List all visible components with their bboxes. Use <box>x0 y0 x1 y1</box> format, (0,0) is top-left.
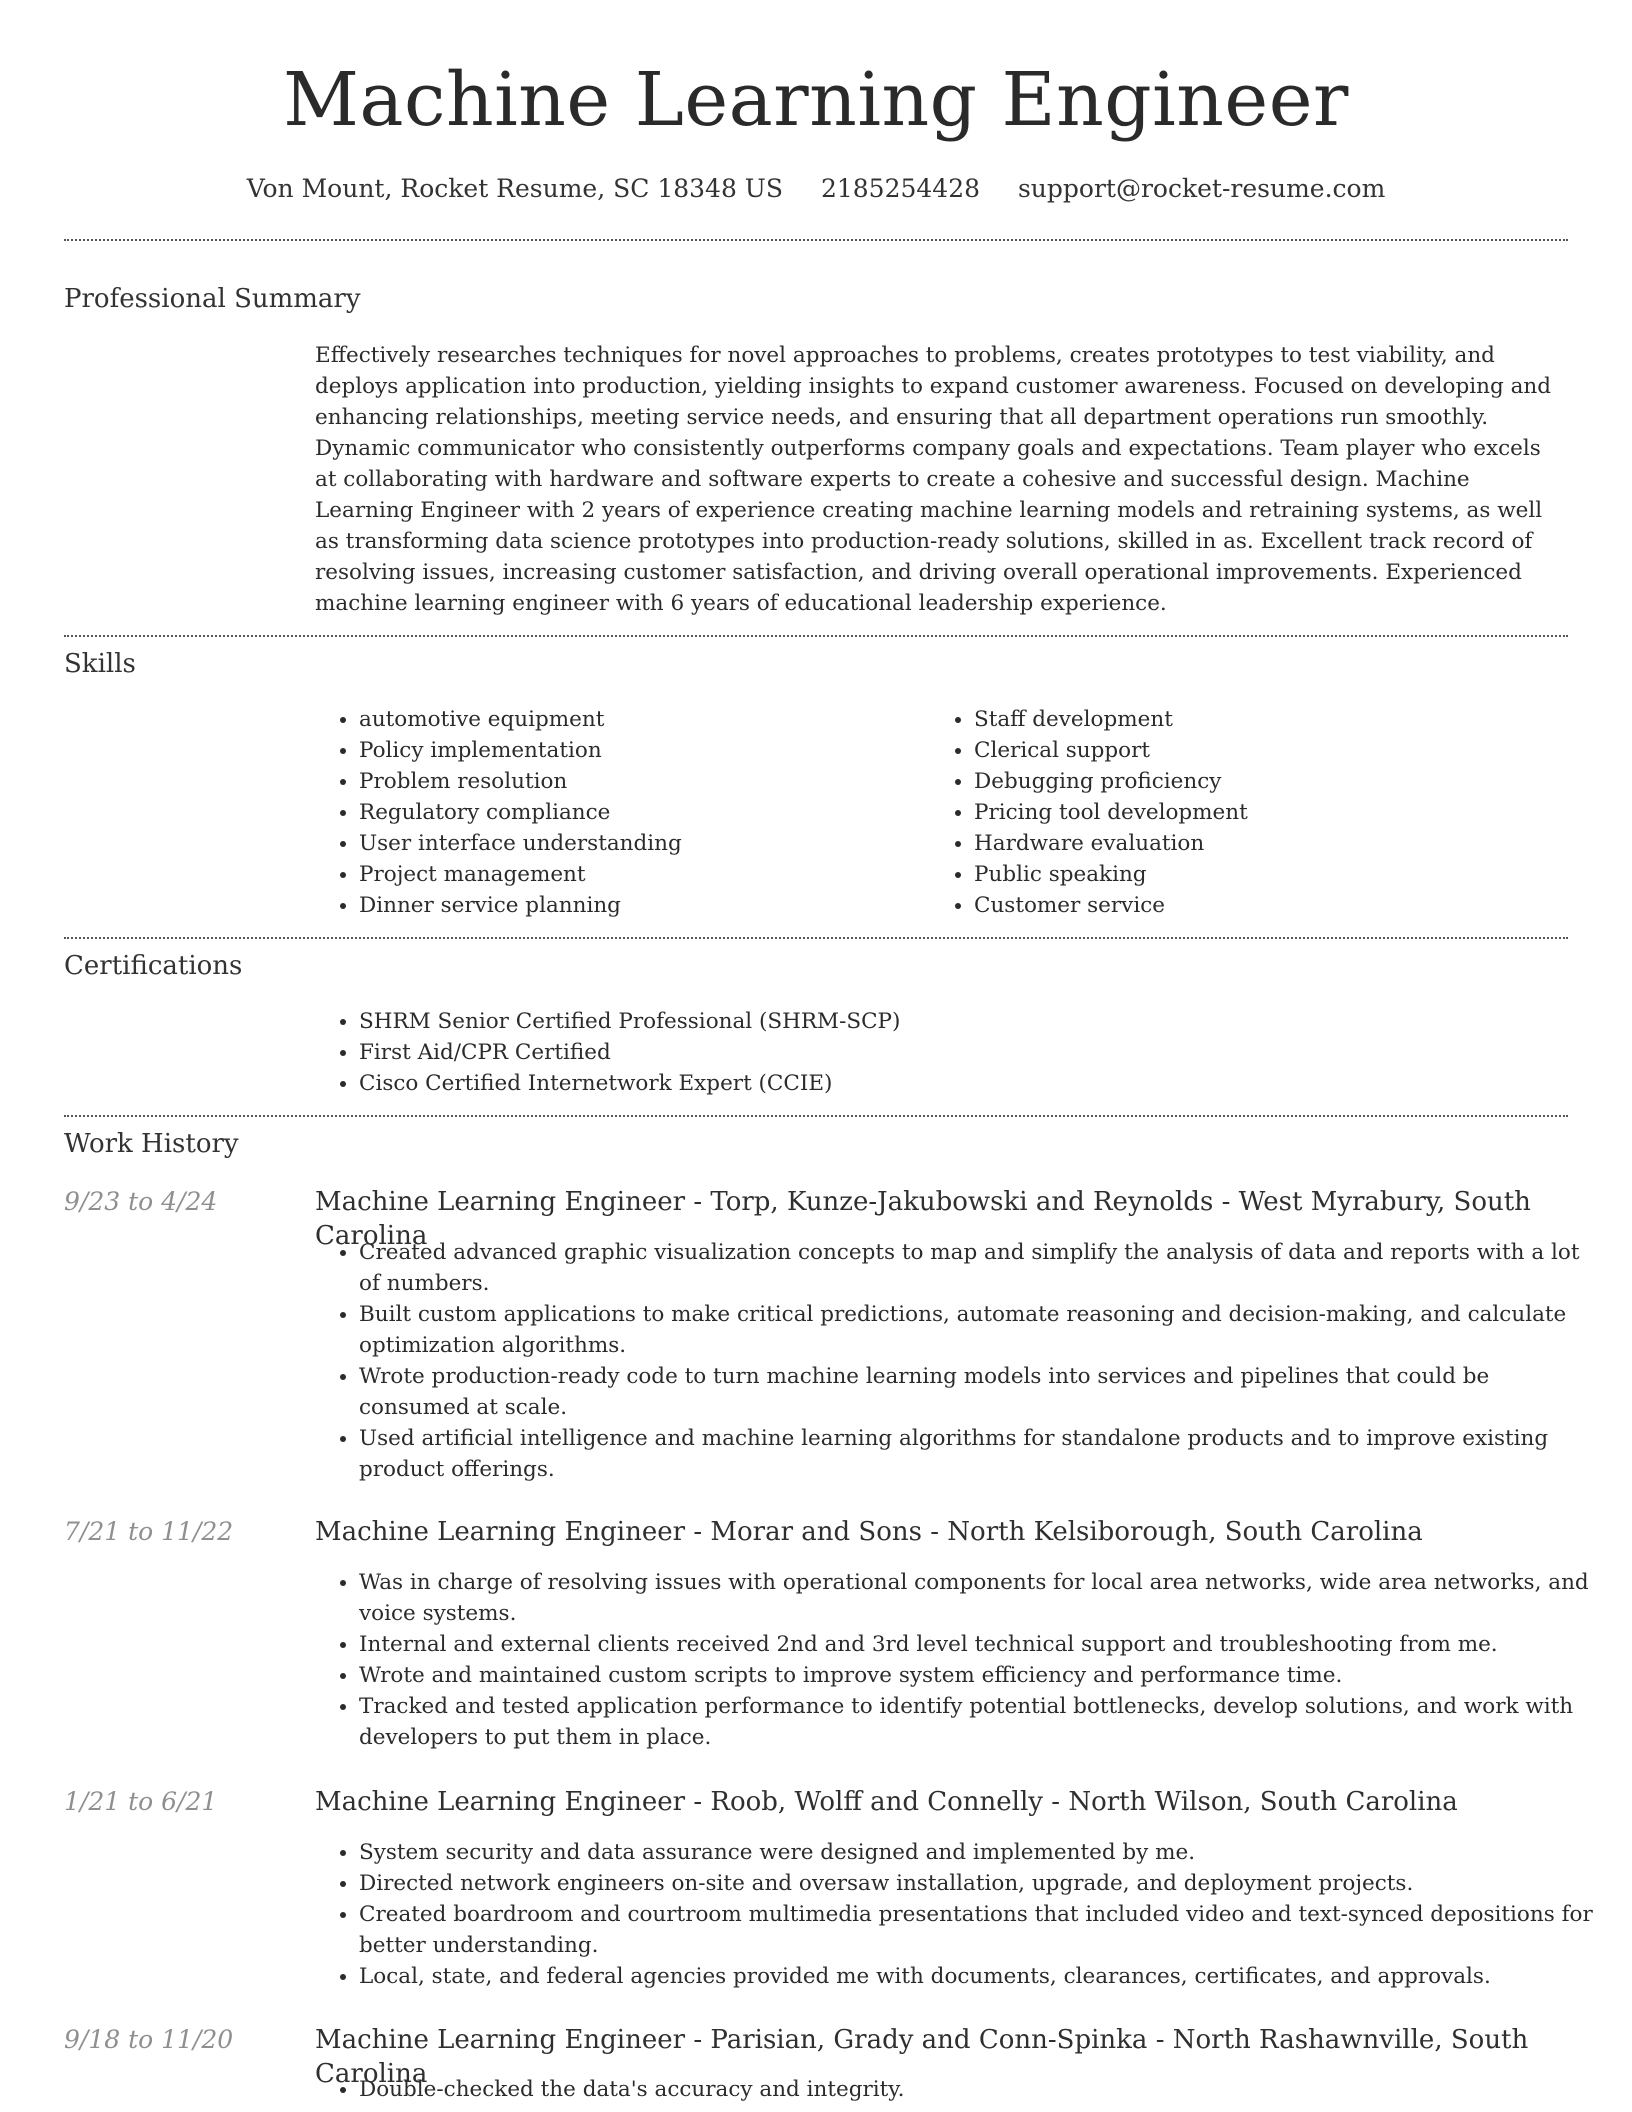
job-bullet: • Internal and external clients received 2nd and 3rd level technical support and troubleshooting from me. <box>359 1629 1604 1660</box>
section-title-certifications: Certifications <box>64 951 243 981</box>
job-bullet: • Directed network engineers on-site and oversaw installation, upgrade, and deployment projects. <box>359 1868 1604 1899</box>
job-dates: 9/23 to 4/24 <box>64 1187 218 1216</box>
contact-line <box>0 172 1632 206</box>
skill-item: • Customer service <box>974 890 1574 921</box>
skills-list-right <box>930 704 1574 921</box>
section-divider <box>64 239 1568 241</box>
job-bullet: • Tracked and tested application performance to identify potential bottlenecks, develop solutions, and work with developers to put them in place. <box>359 1691 1604 1753</box>
job-heading: Machine Learning Engineer - Torp, Kunze-Jakubowski and Reynolds - West Myrabury, South Carolina <box>315 1187 1531 1251</box>
skill-item: • Pricing tool development <box>974 797 1574 828</box>
skill-item: • Staff development <box>974 704 1574 735</box>
skill-item: • Problem resolution <box>359 766 929 797</box>
job-bullet: • Local, state, and federal agencies provided me with documents, clearances, certificates, and approvals. <box>359 1961 1604 1992</box>
section-title-skills: Skills <box>64 649 136 679</box>
skill-item: • Policy implementation <box>359 735 929 766</box>
job-bullets <box>315 1837 1604 1992</box>
job-heading: Machine Learning Engineer - Roob, Wolff and Connelly - North Wilson, South Carolina <box>315 1787 1458 1817</box>
skill-item: • User interface understanding <box>359 828 929 859</box>
resume-name: Machine Learning Engineer <box>283 57 1349 143</box>
job-heading: Machine Learning Engineer - Morar and Sons - North Kelsiborough, South Carolina <box>315 1517 1423 1547</box>
skill-item: • Hardware evaluation <box>974 828 1574 859</box>
certifications-list <box>315 1006 1559 1099</box>
job-dates: 9/18 to 11/20 <box>64 2025 234 2054</box>
section-title-summary: Professional Summary <box>64 284 361 314</box>
job-bullets <box>315 2074 1604 2105</box>
skill-item: • Regulatory compliance <box>359 797 929 828</box>
summary-text: Effectively researches techniques for novel approaches to problems, creates prototypes to test viability, and deploys application into production, yielding insights to expand customer awareness. Focused on developing and enhancing relationships, meeting service needs, and ensuring that all department operations run smoothly. Dynamic communicator who consistently outperforms company goals and expectations. Team player who excels at collaborating with hardware and software experts to create a cohesive and successful design. Machine Learning Engineer with 2 years of experience creating machine learning models and retraining systems, as well as transforming data science prototypes into production-ready solutions, skilled in as. Excellent track record of resolving issues, increasing customer satisfaction, and driving overall operational improvements. Experienced machine learning engineer with 6 years of educational leadership experience. <box>315 343 1551 616</box>
job-bullets <box>315 1567 1604 1753</box>
job-dates: 1/21 to 6/21 <box>64 1787 218 1816</box>
contact-phone: 2185254428 <box>820 174 981 203</box>
job-bullet: • Wrote production-ready code to turn machine learning models into services and pipelines that could be consumed at scale. <box>359 1361 1604 1423</box>
job-bullet: • Wrote and maintained custom scripts to improve system efficiency and performance time. <box>359 1660 1604 1691</box>
section-divider <box>64 1115 1568 1117</box>
contact-email: support@rocket-resume.com <box>1017 174 1386 203</box>
job-bullet: • Used artificial intelligence and machine learning algorithms for standalone products and to improve existing product offerings. <box>359 1423 1604 1485</box>
skill-item: • automotive equipment <box>359 704 929 735</box>
job-bullet: • Built custom applications to make critical predictions, automate reasoning and decision-making, and calculate optimization algorithms. <box>359 1299 1604 1361</box>
job-bullets <box>315 1237 1604 1485</box>
certification-item: • SHRM Senior Certified Professional (SHRM-SCP) <box>359 1006 1559 1037</box>
job-bullet: • System security and data assurance were designed and implemented by me. <box>359 1837 1604 1868</box>
skill-item: • Clerical support <box>974 735 1574 766</box>
job-bullet: • Created advanced graphic visualization concepts to map and simplify the analysis of data and reports with a lot of numbers. <box>359 1237 1604 1299</box>
section-title-work-history: Work History <box>64 1129 239 1159</box>
contact-address: Von Mount, Rocket Resume, SC 18348 US <box>246 174 783 203</box>
skill-item: • Debugging proficiency <box>974 766 1574 797</box>
certification-item: • Cisco Certified Internetwork Expert (CCIE) <box>359 1068 1559 1099</box>
job-bullet: • Double-checked the data's accuracy and integrity. <box>359 2074 1604 2105</box>
job-bullet: • Created boardroom and courtroom multimedia presentations that included video and text-synced depositions for better understanding. <box>359 1899 1604 1961</box>
skill-item: • Project management <box>359 859 929 890</box>
skills-list-left <box>315 704 929 921</box>
section-divider <box>64 635 1568 637</box>
job-heading: Machine Learning Engineer - Parisian, Grady and Conn-Spinka - North Rashawnville, South Carolina <box>315 2025 1529 2089</box>
skill-item: • Dinner service planning <box>359 890 929 921</box>
section-divider <box>64 937 1568 939</box>
certification-item: • First Aid/CPR Certified <box>359 1037 1559 1068</box>
job-bullet: • Was in charge of resolving issues with operational components for local area networks, wide area networks, and voice systems. <box>359 1567 1604 1629</box>
job-dates: 7/21 to 11/22 <box>64 1517 234 1546</box>
skill-item: • Public speaking <box>974 859 1574 890</box>
